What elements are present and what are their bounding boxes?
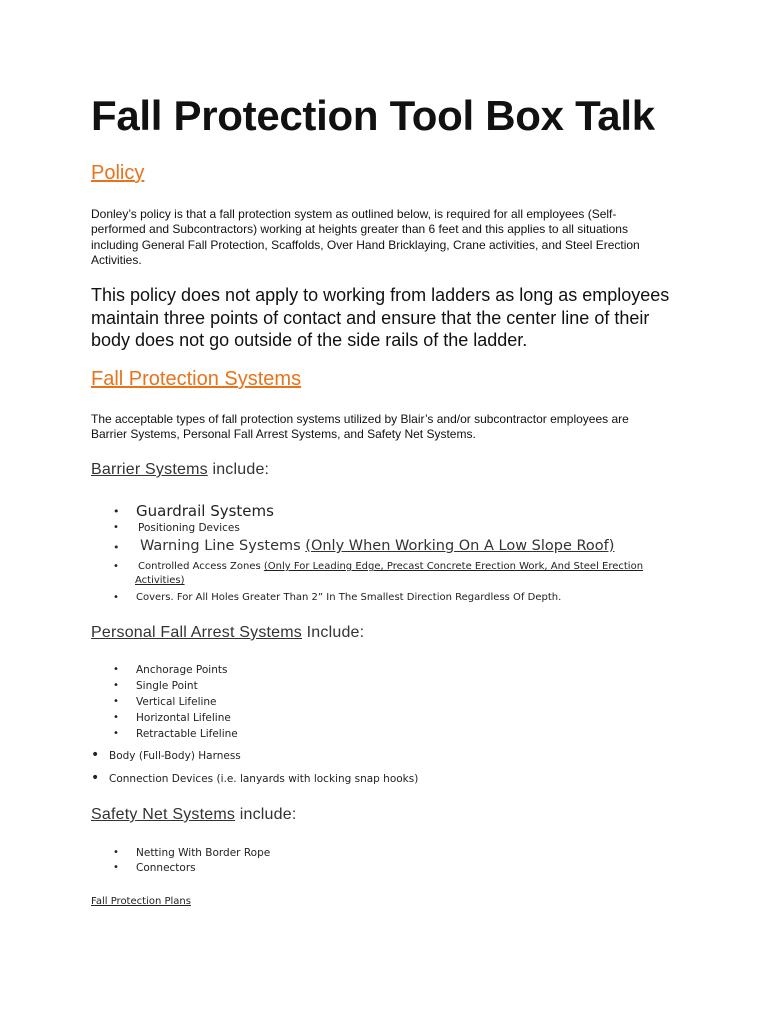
safety-net-heading <box>91 806 297 824</box>
list-item-text: Body (Full-Body) Harness <box>109 750 241 762</box>
personal-fall-arrest-link[interactable]: Personal Fall Arrest Systems <box>91 624 302 641</box>
bullet-icon: • <box>113 696 119 707</box>
bullet-icon: • <box>113 505 120 518</box>
safety-net-link[interactable]: Safety Net Systems <box>91 806 236 823</box>
list-item-text: Vertical Lifeline <box>136 696 217 708</box>
bullet-icon: • <box>113 522 119 533</box>
list-item-text: Connectors <box>136 862 196 874</box>
policy-paragraph: Donley’s policy is that a fall protection system as outlined below, is required for all employees (Self-performed and Subcontractors) working at heights greater than 6 feet and this applies to all situations including General Fall Protection, Scaffolds, Over Hand Bricklaying, Crane activities, and Steel Erection Activities. <box>91 207 640 267</box>
barrier-systems-link[interactable]: Barrier Systems <box>91 461 208 478</box>
fall-protection-plans-link[interactable]: Fall Protection Plans <box>91 896 191 907</box>
bullet-icon: • <box>113 728 119 739</box>
bullet-icon: • <box>113 712 119 723</box>
list-item-note: (Only For Leading Edge, Precast Concrete Erection Work, And Steel Erection <box>263 561 644 572</box>
list-item-note: (Only When Working On A Low Slope Roof) <box>305 538 615 554</box>
list-item-text: Warning Line Systems <box>140 538 306 554</box>
personal-fall-arrest-heading-rest: Include: <box>302 624 365 641</box>
list-item-text: Positioning Devices <box>138 522 240 534</box>
list-item-text: Anchorage Points <box>136 664 228 676</box>
bullet-icon: • <box>113 592 119 603</box>
list-item-text: Covers. For All Holes Greater Than 2” In The Smallest Direction Regardless Of Depth. <box>136 592 562 603</box>
bullet-icon: • <box>113 862 119 873</box>
list-item-text: Horizontal Lifeline <box>136 712 231 724</box>
bullet-icon: • <box>113 561 119 572</box>
bullet-icon: • <box>113 541 120 554</box>
bullet-icon: • <box>113 680 119 691</box>
page-title: Fall Protection Tool Box Talk <box>91 92 655 139</box>
ladder-paragraph: This policy does not apply to working from ladders as long as employees maintain three points of contact and ensure that the center line of their body does not go outside of the side rails of the ladder. <box>91 285 670 350</box>
list-item-text: Single Point <box>136 680 198 692</box>
bullet-icon: • <box>113 847 119 858</box>
personal-fall-arrest-heading <box>91 624 364 642</box>
list-item-text: Guardrail Systems <box>136 502 274 520</box>
bullet-icon: • <box>91 747 100 763</box>
policy-heading[interactable]: Policy <box>91 162 145 184</box>
fall-protection-systems-heading[interactable]: Fall Protection Systems <box>91 368 302 390</box>
list-item-text: Connection Devices (i.e. lanyards with locking snap hooks) <box>109 773 419 785</box>
list-item-text: Retractable Lifeline <box>136 728 238 740</box>
bullet-icon: • <box>113 664 119 675</box>
bullet-icon: • <box>91 770 100 786</box>
barrier-systems-heading <box>91 461 269 479</box>
safety-net-heading-rest: include: <box>235 806 297 823</box>
barrier-systems-heading-rest: include: <box>207 461 270 478</box>
systems-paragraph: The acceptable types of fall protection systems utilized by Blair’s and/or subcontractor employees are Barrier Systems, Personal Fall Arrest Systems, and Safety Net Systems. <box>91 412 629 442</box>
list-item-text: Netting With Border Rope <box>136 847 271 859</box>
list-item-note-continued: Activities) <box>135 575 185 586</box>
list-item-text: Controlled Access Zones <box>138 561 264 572</box>
